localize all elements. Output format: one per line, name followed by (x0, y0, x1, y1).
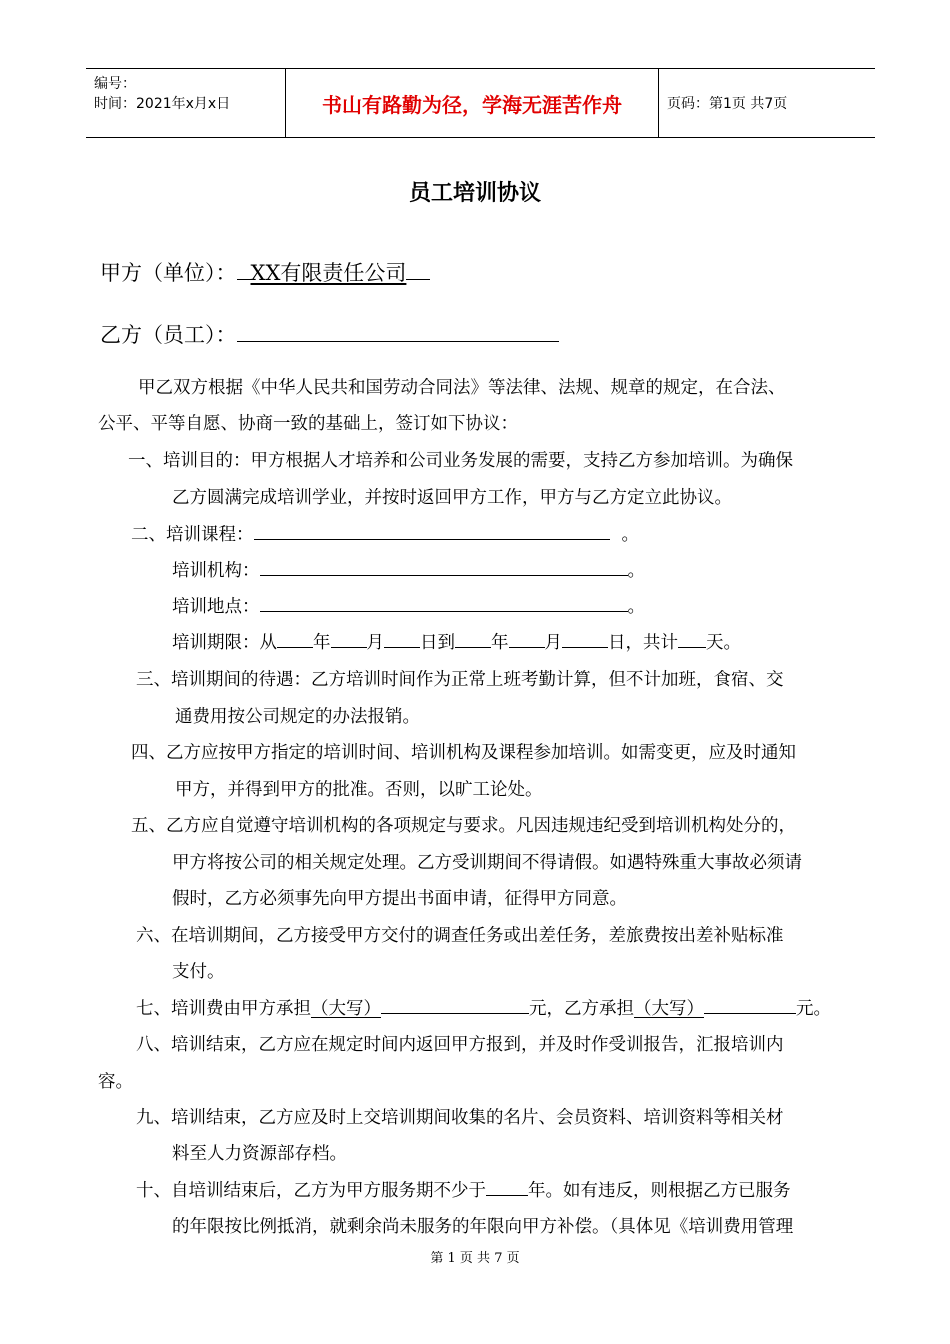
place-blank[interactable] (260, 594, 628, 613)
party-a-line (100, 257, 430, 287)
clause-2-course: 二、培训课程： 。 (131, 521, 639, 546)
time-label: 时间：2021年x月x日 (94, 96, 231, 112)
intro-line-2: 公平、平等自愿、协商一致的基础上，签订如下协议： (98, 414, 518, 434)
clause-2-org: 培训机构： 。 (172, 557, 645, 582)
clause-2-place: 培训地点： 。 (172, 593, 645, 618)
clause-9-line-2: 料至人力资源部存档。 (172, 1144, 347, 1164)
page-header (86, 68, 875, 138)
motto-text: 书山有路勤为径，学海无涯苦作舟 (322, 92, 622, 117)
party-b-fee-blank[interactable] (704, 996, 796, 1015)
clause-5-line-3: 假时，乙方必须事先向甲方提出书面申请，征得甲方同意。 (172, 889, 627, 909)
clause-6-line-2: 支付。 (172, 962, 225, 982)
service-years-blank[interactable] (486, 1178, 528, 1197)
party-a-fee-daxie: （大写） (311, 999, 381, 1019)
course-blank[interactable] (254, 522, 610, 541)
page-footer: 第 1 页 共 7 页 (430, 1251, 520, 1266)
clause-9-line-1: 九、培训结束，乙方应及时上交培训期间收集的名片、会员资料、培训资料等相关材 (136, 1108, 784, 1128)
page-info: 页码：第1页 共7页 (667, 96, 788, 112)
party-a-label: 甲方（单位）： (100, 261, 237, 285)
header-motto-cell (286, 69, 659, 137)
clause-5-line-1: 五、乙方应自觉遵守培训机构的各项规定与要求。凡因违规违纪受到培训机构处分的， (131, 816, 796, 836)
party-b-blank[interactable] (237, 319, 559, 342)
start-year-blank[interactable] (277, 630, 313, 649)
clause-2-period: 培训期限：从 年 月 日到 年 月 日，共计 天。 (172, 629, 741, 654)
number-label: 编号： (94, 76, 136, 92)
clause-1-line-1: 一、培训目的：甲方根据人才培养和公司业务发展的需要，支持乙方参加培训。为确保 (128, 451, 793, 471)
clause-4-line-1: 四、乙方应按甲方指定的培训时间、培训机构及课程参加培训。如需变更，应及时通知 (131, 743, 796, 763)
clause-8-line-2: 容。 (98, 1072, 133, 1092)
party-a-fee-blank[interactable] (381, 996, 529, 1015)
total-days-blank[interactable] (678, 630, 706, 649)
party-b-line (100, 319, 559, 349)
clause-1-line-2: 乙方圆满完成培训学业，并按时返回甲方工作，甲方与乙方定立此协议。 (172, 488, 732, 508)
document-title: 员工培训协议 (408, 181, 541, 206)
intro-line-1: 甲乙双方根据《中华人民共和国劳动合同法》等法律、法规、规章的规定，在合法、 (138, 378, 786, 398)
org-blank[interactable] (260, 558, 628, 577)
end-month-blank[interactable] (509, 630, 545, 649)
party-b-fee-daxie: （大写） (634, 999, 704, 1019)
end-day-blank[interactable] (562, 630, 608, 649)
end-year-blank[interactable] (455, 630, 491, 649)
clause-7: 七、培训费由甲方承担（大写） 元，乙方承担（大写） 元。 (136, 995, 831, 1020)
start-day-blank[interactable] (384, 630, 420, 649)
header-page-cell (659, 69, 875, 137)
clause-8-line-1: 八、培训结束，乙方应在规定时间内返回甲方报到，并及时作受训报告，汇报培训内 (136, 1035, 784, 1055)
clause-10-line-1: 十、自培训结束后，乙方为甲方服务期不少于 年。如有违反，则根据乙方已服务 (136, 1177, 791, 1202)
clause-5-line-2: 甲方将按公司的相关规定处理。乙方受训期间不得请假。如遇特殊重大事故必须请 (172, 853, 802, 873)
start-month-blank[interactable] (331, 630, 367, 649)
clause-10-line-2: 的年限按比例抵消，就剩余尚未服务的年限向甲方补偿。（具体见《培训费用管理 (172, 1217, 794, 1237)
clause-6-line-1: 六、在培训期间，乙方接受甲方交付的调查任务或出差任务，差旅费按出差补贴标准 (136, 926, 784, 946)
clause-3-line-2: 通费用按公司规定的办法报销。 (175, 707, 420, 727)
clause-3-line-1: 三、培训期间的待遇：乙方培训时间作为正常上班考勤计算，但不计加班，食宿、交 (136, 670, 784, 690)
party-a-value[interactable]: XX有限责任公司 (250, 261, 407, 285)
clause-4-line-2: 甲方，并得到甲方的批准。否则，以旷工论处。 (175, 780, 543, 800)
header-meta-cell (86, 69, 286, 137)
party-b-label: 乙方（员工）： (100, 323, 237, 348)
